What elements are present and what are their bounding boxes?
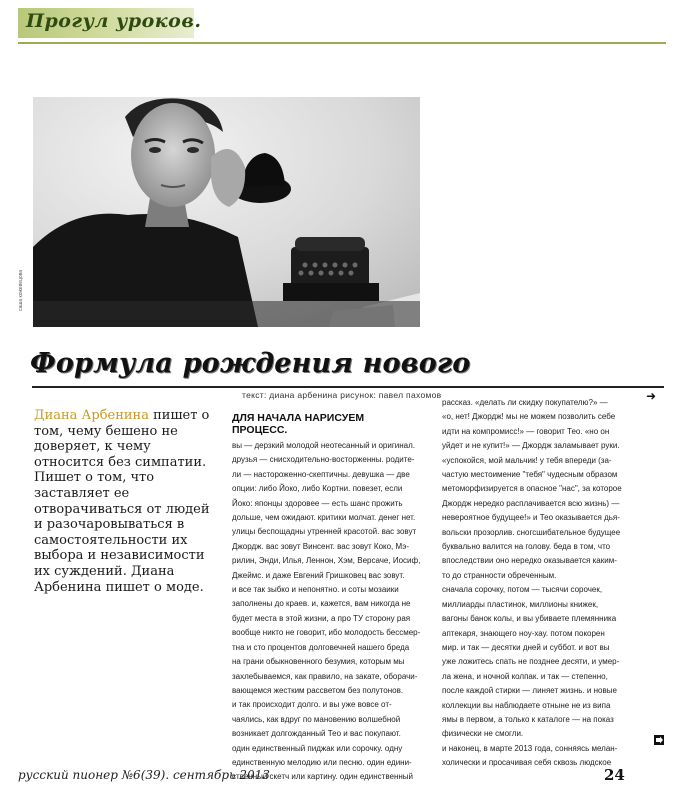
text-line: заполнены до краев. и, кажется, вам никогда не xyxy=(232,599,411,609)
text-line: «успокойся, мой мальчик! у тебя впереди (за- xyxy=(442,455,612,465)
text-line: захлебываемся, как правило, на закате, оборачи- xyxy=(232,671,418,681)
arrow-right-icon: ➜ xyxy=(646,389,657,403)
title-rule xyxy=(32,386,664,388)
text-line: вообще никто не говорит, ибо молодость бессмер- xyxy=(232,628,421,638)
text-line: буквально валится на голову. беда в том, что xyxy=(442,542,611,552)
author-photo xyxy=(33,97,420,327)
body-column-3 xyxy=(442,396,642,771)
text-line: впоследствии оно нередко оказывается каким- xyxy=(442,556,617,566)
text-line: один единственный пиджак или сорочку. одну xyxy=(232,743,403,753)
text-line: частую местоимение "тебя" чудесным образом xyxy=(442,470,618,480)
text-line: вагоны банок колы, и вы убиваете племянника xyxy=(442,614,617,624)
text-line: коллекции вы наблюдаете отныне не из випа xyxy=(442,700,611,710)
article-lead xyxy=(34,408,214,595)
text-line: Джордж. вас зовут Винсент. вас зовут Коко, Мэ- xyxy=(232,541,409,551)
text-line: ли — настороженно-скептичны. девушка — две xyxy=(232,469,410,479)
text-line: «о, нет! Джордж! мы не можем позволить себе xyxy=(442,412,616,422)
text-line: ямы в первом, а только к каталоге — на показ xyxy=(442,714,614,724)
body-column-2 xyxy=(232,412,426,785)
text-line: Джордж нередко расплачивается всю жизнь) — xyxy=(442,498,620,508)
header-rule xyxy=(18,42,666,44)
text-line: и так происходит долго. и вы уже вовсе от- xyxy=(232,700,392,710)
text-line: невероятное будущее!» и Тео оказывается дья- xyxy=(442,513,620,523)
text-line: уйдет и не купит!» — Джордж заламывает руки. xyxy=(442,441,620,451)
lead-author-name: Диана Арбенина xyxy=(34,408,149,423)
text-line: возникает долгожданный Тео и вас покупают. xyxy=(232,729,401,739)
text-line: ственный скетч или картину. один единственный xyxy=(232,772,414,782)
text-line: ла жена, и ночной колпак. и так — степенно, xyxy=(442,671,608,681)
text-line: опции: либо Йоко, либо Кортни. повезет, если xyxy=(232,484,403,494)
rubric-title: Прогул уроков. xyxy=(26,10,202,32)
article-title: Формула рождения нового xyxy=(30,348,471,379)
text-line: холически и просачивая себя сквозь людское xyxy=(442,758,612,768)
text-line: Джеймс. и даже Евгений Гришковец вас зовут. xyxy=(232,570,405,580)
page-number: 24 xyxy=(604,766,625,784)
text-line: улицы беспощадны утренней красотой. вас зовут xyxy=(232,527,417,537)
footer-issue-info: русский пионер №6(39). сентябрь 2013 xyxy=(18,768,270,782)
continue-arrow-icon xyxy=(654,732,664,742)
text-line: миллиарды пластинок, миллионы книжек, xyxy=(442,599,599,609)
text-line: физически не смогли. xyxy=(442,729,524,739)
heading-line: ПРОЦЕСС. xyxy=(232,424,288,436)
article-credits: текст: диана арбенина рисунок: павел пахомов xyxy=(242,390,442,400)
text-line: мир. и так — десятки дней и суббот. и вот вы xyxy=(442,642,610,652)
text-line: вы — дерзкий молодой неотесанный и оригинал. xyxy=(232,441,415,450)
text-line: на грани обыкновенного безумия, которым мы xyxy=(232,657,405,667)
text-line: рилин, Энди, Илья, Леннон, Хэм, Версаче, Иосиф, xyxy=(232,556,421,566)
text-line: друзья — снисходительно-восторженны. родите- xyxy=(232,455,415,465)
text-line: метоморфизируется в опасное "нас", за которое xyxy=(442,484,622,494)
text-line: будет места в этой жизни, а про ТУ сторону рая xyxy=(232,613,411,623)
text-line: вольски прозорлив. сногсшибательное будущее xyxy=(442,527,621,537)
section-heading xyxy=(232,412,426,436)
text-line: сначала сорочку, потом — тысячи сорочек, xyxy=(442,585,603,595)
text-line: аптекаря, знающего ноу-хау. потом покорен xyxy=(442,628,605,638)
text-line: и все так зыбко и непонятно. и соты мозаики xyxy=(232,585,399,595)
photo-credit: саша кожевецова xyxy=(18,270,24,311)
text-line: после каждой стирки — линяет жизнь. и новые xyxy=(442,686,617,696)
text-line: уже ложитесь спать не позднее десяти, и умер- xyxy=(442,657,620,667)
lead-text: пишет о том, чему бешено не доверяет, к чему относится без симпатии. Пишет о том, что заставляет ее отворачиваться от людей и разочаровываться в самостоятельности их выбора и независимости их суждений. Диана Арбенина пишет о моде. xyxy=(34,408,210,595)
text-line: Йоко: японцы здоровее — есть шанс прожить xyxy=(232,498,403,508)
text-line: и наконец, в марте 2013 года, сонняясь мелан- xyxy=(442,743,618,753)
text-line: чаялись, как вдруг по мановению волшебной xyxy=(232,714,401,724)
text-line: вающемся жестким рассветом без полутонов. xyxy=(232,685,404,695)
text-line: дольше, чем ожидают. критики молчат. денег нет. xyxy=(232,513,416,523)
text-line: идти на компромисс!» — говорит Тео. «но он xyxy=(442,426,610,436)
text-line: тна и сто процентов долговечней нашего бреда xyxy=(232,642,410,652)
text-line: рассказ. «делать ли скидку покупателю?» — xyxy=(442,398,608,407)
text-line: то до странности обреченным. xyxy=(442,570,557,580)
text-line: единственную мелодию или песню. один едини- xyxy=(232,757,412,767)
heading-line: ДЛЯ НАЧАЛА НАРИСУЕМ xyxy=(232,412,365,424)
